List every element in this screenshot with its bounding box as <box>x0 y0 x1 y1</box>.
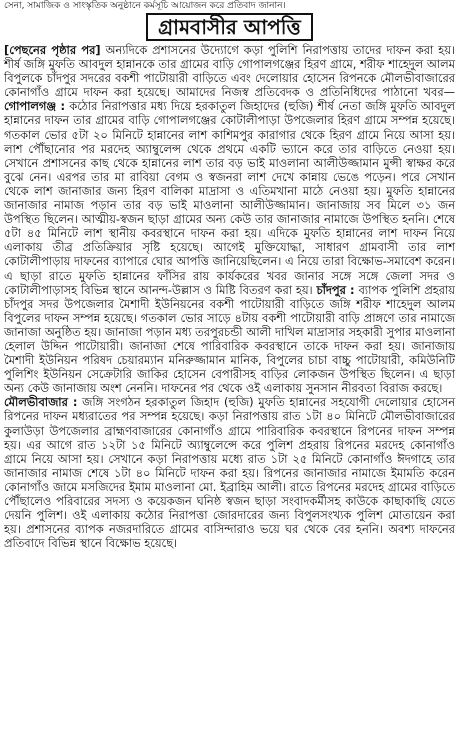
previous-article-fragment: সেনা, সামাজিক ও সাংস্কৃতিক অনুষ্ঠানে কর্মসূচি আয়োজন করে প্রতিবাদ জানান। <box>4 1 286 11</box>
dateline-gopalganj: গোপালগঞ্জ : <box>4 99 66 114</box>
chandpur-text: ব্যাপক পুলিশি প্রহরায় চাঁদপুর সদর উপজেলার মৈশাদী ইউনিয়নের বকশী পাটোয়ারী বাড়িতে জঙ্গি শরীফ শাহেদুল আলম বিপুলের দাফন সম্পন্ন হয়েছে। গতকাল ভোর সাড়ে ৪টায় বকশী পাটোয়ারী বাড়ি প্রাঙ্গণে তার নামাজে জানাজা অনুষ্ঠিত হয়। জানাজা পড়ান মধ্য তরপুরচন্ডী আলী দাখিল মাদ্রাসার সহকারী সুপার মাওলানা হেলাল উদ্দিন পাটোয়ারী। জানাজা শেষে পারিবারিক কবরস্থানে তাকে দাফন করা হয়। জানাজায় মৈশাদী ইউনিয়ন পরিষদ চেয়ারম্যান মনিরুজ্জামান মানিক, বিপুলের চাচা বাচ্চু পাটোয়ারী, কমিউনিটি পুলিশিং ইউনিয়ন সেক্রেটারি জাকির হোসেন বেপারীসহ বাড়ির লোকজন উপস্থিত ছিলেন। এ ছাড়া অন্য কেউ জানাজায় অংশ নেননি। দাফনের পর থেকে ওই এলাকায় সুনসান নীরবতা বিরাজ করছে। <box>4 282 455 396</box>
article-body <box>4 43 455 550</box>
headline: গ্রামবাসীর আপত্তি <box>146 13 313 41</box>
paragraph-moulvibazar <box>4 395 455 550</box>
dateline-chandpur: চাঁদপুর : <box>316 282 355 297</box>
headline-row <box>4 13 455 41</box>
moulvibazar-text: জঙ্গি সংগঠন হরকাতুল জিহাদ (হুজি) মুফতি হান্নানের সহযোগী দেলোয়ার হোসেন রিপনের দাফন মধ্যরাতের পর সম্পন্ন হয়েছে। কড়া নিরাপত্তায় রাত ১টা ৪০ মিনিটে মৌলভীবাজারের কুলাউড়া উপজেলার ব্রাহ্মণবাজারের কোনাগাঁও গ্রামে পারিবারিক কবরস্থানে রিপনের দাফন সম্পন্ন হয়। এর আগে রাত ১২টা ১৫ মিনিটে অ্যাম্বুলেন্সে করে পুলিশ প্রহরায় রিপনের মরদেহ কোনাগাঁও গ্রামে নিয়ে আসা হয়। সেখানে কড়া নিরাপত্তায় মধ্যে রাত ১টা ২৫ মিনিটে কোনাগাঁও ঈদগাহে তার জানাজার নামাজ শেষে ১টা ৪০ মিনিটে দাফন করা হয়। রিপনের জানাজার নামাজে ইমামতি করেন কোনাগাঁও জামে মসজিদের ইমাম মাওলানা মো. ইব্রাহিম আলী। রাতে রিপনের মরদেহ গ্রামের বাড়িতে পৌঁছালেও পরিবারের সদস্য ও কয়েকজন ঘনিষ্ঠ স্বজন ছাড়া সংবাদকর্মীসহ কাউকে কাছাকাছি যেতে দেয়নি পুলিশ। ওই এলাকায় কঠোর নিরাপত্তা জোরদারের জন্য বিপুলসংখ্যক পুলিশ মোতায়েন করা হয়। প্রশাসনের ব্যাপক নজরদারিতে গ্রামের বাসিন্দারাও ভয়ে ঘর থেকে বের হননি। অবশ্য দাফনের প্রতিবাদে বিভিন্ন স্থানে বিক্ষোভ হয়েছে। <box>4 395 455 551</box>
intro-text: অন্যদিকে প্রশাসনের উদ্যোগে কড়া পুলিশি নিরাপত্তায় তাদের দাফন করা হয়। শীর্ষ জঙ্গি মুফতি আবদুল হান্নানকে তার গ্রামের বাড়ি গোপালগঞ্জের হিরণ গ্রামে, শরীফ শাহেদুল আলম বিপুলকে চাঁদপুর সদরের বকশী পাটোয়ারী বাড়িতে এবং দেলোয়ার হোসেন রিপনকে মৌলভীবাজারের কোনাগাঁও গ্রামে দাফন করা হয়েছে। আমাদের নিজস্ব প্রতিবেদক ও প্রতিনিধিদের পাঠানো খবর— <box>4 43 455 100</box>
continuation-label: [পেছনের পৃষ্ঠার পর] <box>4 43 101 57</box>
dateline-moulvibazar: মৌলভীবাজার : <box>4 395 78 410</box>
paragraph-intro <box>4 43 455 395</box>
gopalganj-text: কঠোর নিরাপত্তার মধ্য দিয়ে হরকাতুল জিহাদের (হুজি) শীর্ষ নেতা জঙ্গি মুফতি আবদুল হান্নানের দাফন তার গ্রামের বাড়ি গোপালগঞ্জের কোটালীপাড়া উপজেলার হিরণ গ্রামে সম্পন্ন হয়েছে। গতকাল ভোর ৫টা ২০ মিনিটে হান্নানের লাশ কাশিমপুর কারাগার থেকে হিরণ গ্রামে নিয়ে আসা হয়। লাশ পৌঁছানোর পর মরদেহ অ্যাম্বুলেন্স থেকে প্রথমে একটি ভ্যানে করে তার বাড়িতে নেওয়া হয়। সেখানে প্রশাসনের কাছ থেকে হান্নানের লাশ তার বড় ভাই মাওলানা আলীউজ্জামান মুন্সী স্বাক্ষর করে বুঝে নেন। এরপর তার মা রাবিয়া বেগম ও স্বজনরা লাশ দেখে কান্নায় ভেঙে পড়েন। পরে সেখান থেকে লাশ জানাজার জন্য হিরণ বালিকা মাদ্রাসা ও এতিমখানা মাঠে নেওয়া হয়। মুফতি হান্নানের জানাজার নামাজ পড়ান তার বড় ভাই মাওলানা আলীউজ্জামান। জানাজায় সব মিলে ৩১ জন উপস্থিত ছিলেন। আত্মীয়-স্বজন ছাড়া গ্রামের অন্য কেউ তার জানাজার নামাজে উপস্থিত হননি। শেষে ৫টা ৪৫ মিনিটে লাশ স্থানীয় কবরস্থানে দাফন করা হয়। এদিকে মুফতি হান্নানের লাশ দাফন নিয়ে এলাকায় তীব্র প্রতিক্রিয়ার সৃষ্টি হয়েছে। আগেই মুক্তিযোদ্ধা, সাধারণ গ্রামবাসী তার লাশ কোটালীপাড়ায় দাফনের ব্যাপারে ঘোর আপত্তি জানিয়েছিলেন। এ নিয়ে তারা বিক্ষোভ-সমাবেশ করেন। এ ছাড়া রাতে মুফতি হান্নানের ফাঁসির রায় কার্যকরের খবর জানার সঙ্গে সঙ্গে জেলা সদর ও কোটালীপাড়াসহ বিভিন্ন স্থানে আনন্দ-উল্লাস ও মিষ্টি বিতরণ করা হয়। <box>4 99 456 297</box>
